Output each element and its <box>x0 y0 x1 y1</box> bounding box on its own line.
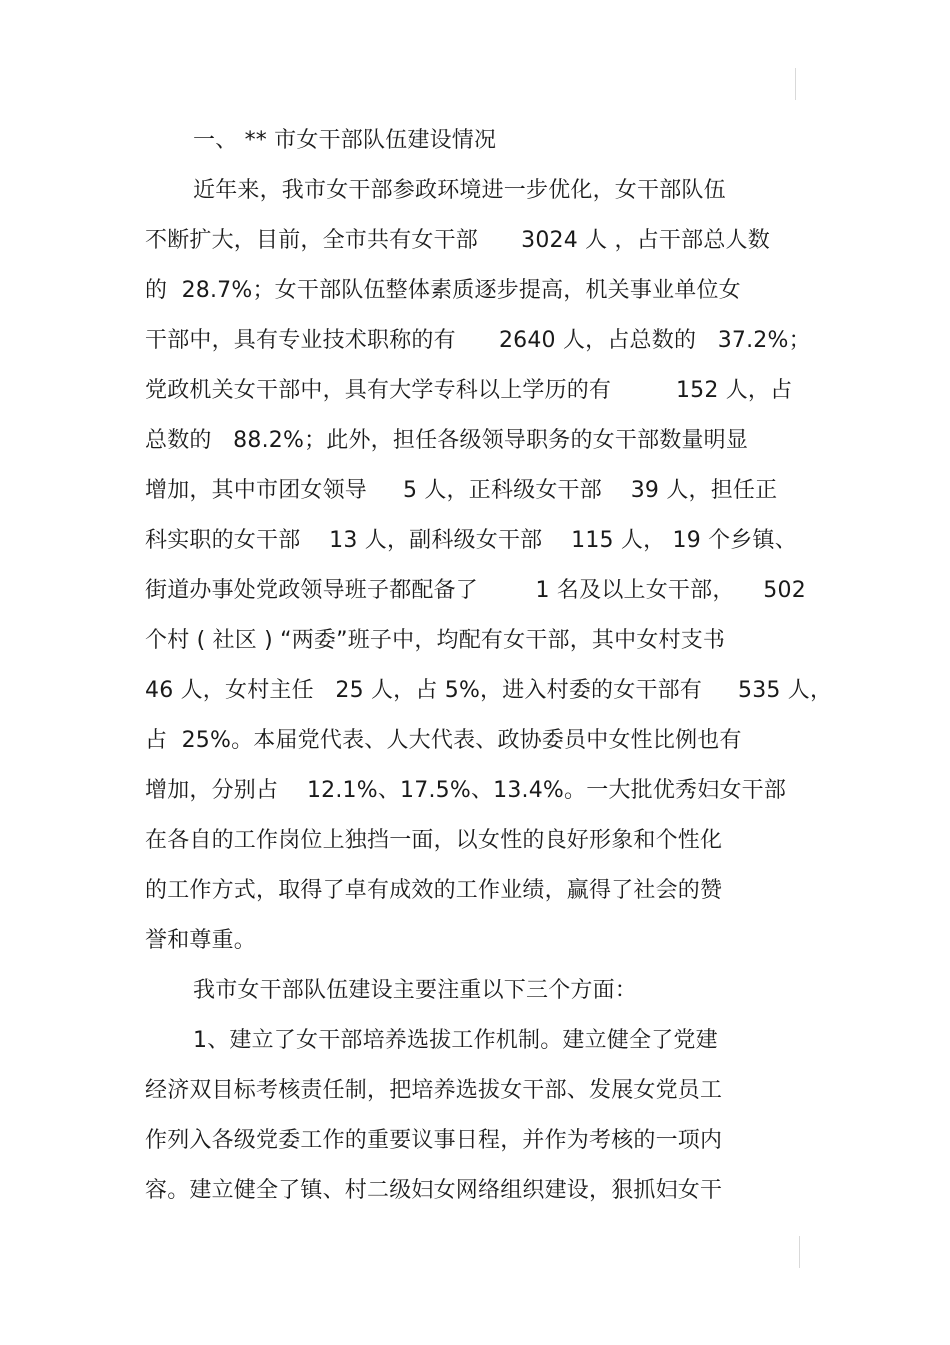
paragraph-line: 我市女干部队伍建设主要注重以下三个方面： <box>193 978 638 1003</box>
paragraph-line: 容。建立健全了镇、村二级妇女网络组织建设，狠抓妇女干 <box>145 1178 723 1203</box>
paragraph-line: 科实职的女干部 13 人，副科级女干部 115 人， 19 个乡镇、 <box>145 528 797 553</box>
page-margin-mark-bottom <box>799 1236 800 1268</box>
paragraph-line: 增加，分别占 12.1%、17.5%、13.4%。一大批优秀妇女干部 <box>145 778 787 803</box>
section-heading: 一、 ** 市女干部队伍建设情况 <box>193 128 497 153</box>
paragraph-line: 街道办事处党政领导班子都配备了 1 名及以上女干部， 502 <box>145 578 806 603</box>
paragraph-line: 46 人，女村主任 25 人，占 5%，进入村委的女干部有 535 人， <box>145 678 833 703</box>
paragraph-line: 誉和尊重。 <box>145 928 257 953</box>
paragraph-line: 的 28.7%；女干部队伍整体素质逐步提高，机关事业单位女 <box>145 278 741 303</box>
paragraph-line: 近年来，我市女干部参政环境进一步优化，女干部队伍 <box>193 178 726 203</box>
paragraph-line: 占 25%。本届党代表、人大代表、政协委员中女性比例也有 <box>145 728 742 753</box>
paragraph-line: 总数的 88.2%；此外，担任各级领导职务的女干部数量明显 <box>145 428 749 453</box>
paragraph-line: 的工作方式，取得了卓有成效的工作业绩，赢得了社会的赞 <box>145 878 723 903</box>
paragraph-line: 不断扩大，目前，全市共有女干部 3024 人 ，占干部总人数 <box>145 228 770 253</box>
paragraph-line: 增加，其中市团女领导 5 人，正科级女干部 39 人，担任正 <box>145 478 778 503</box>
list-item-heading: 1、建立了女干部培养选拔工作机制。建立健全了党建 <box>193 1028 718 1053</box>
page-margin-mark-top <box>795 68 796 100</box>
paragraph-line: 个村 ( 社区 ) “两委”班子中，均配有女干部，其中女村支书 <box>145 628 726 653</box>
paragraph-line: 干部中，具有专业技术职称的有 2640 人，占总数的 37.2%； <box>145 328 811 353</box>
paragraph-line: 在各自的工作岗位上独挡一面，以女性的良好形象和个性化 <box>145 828 723 853</box>
paragraph-line: 作列入各级党委工作的重要议事日程，并作为考核的一项内 <box>145 1128 723 1153</box>
paragraph-line: 党政机关女干部中，具有大学专科以上学历的有 152 人，占 <box>145 378 793 403</box>
paragraph-line: 经济双目标考核责任制，把培养选拔女干部、发展女党员工 <box>145 1078 723 1103</box>
